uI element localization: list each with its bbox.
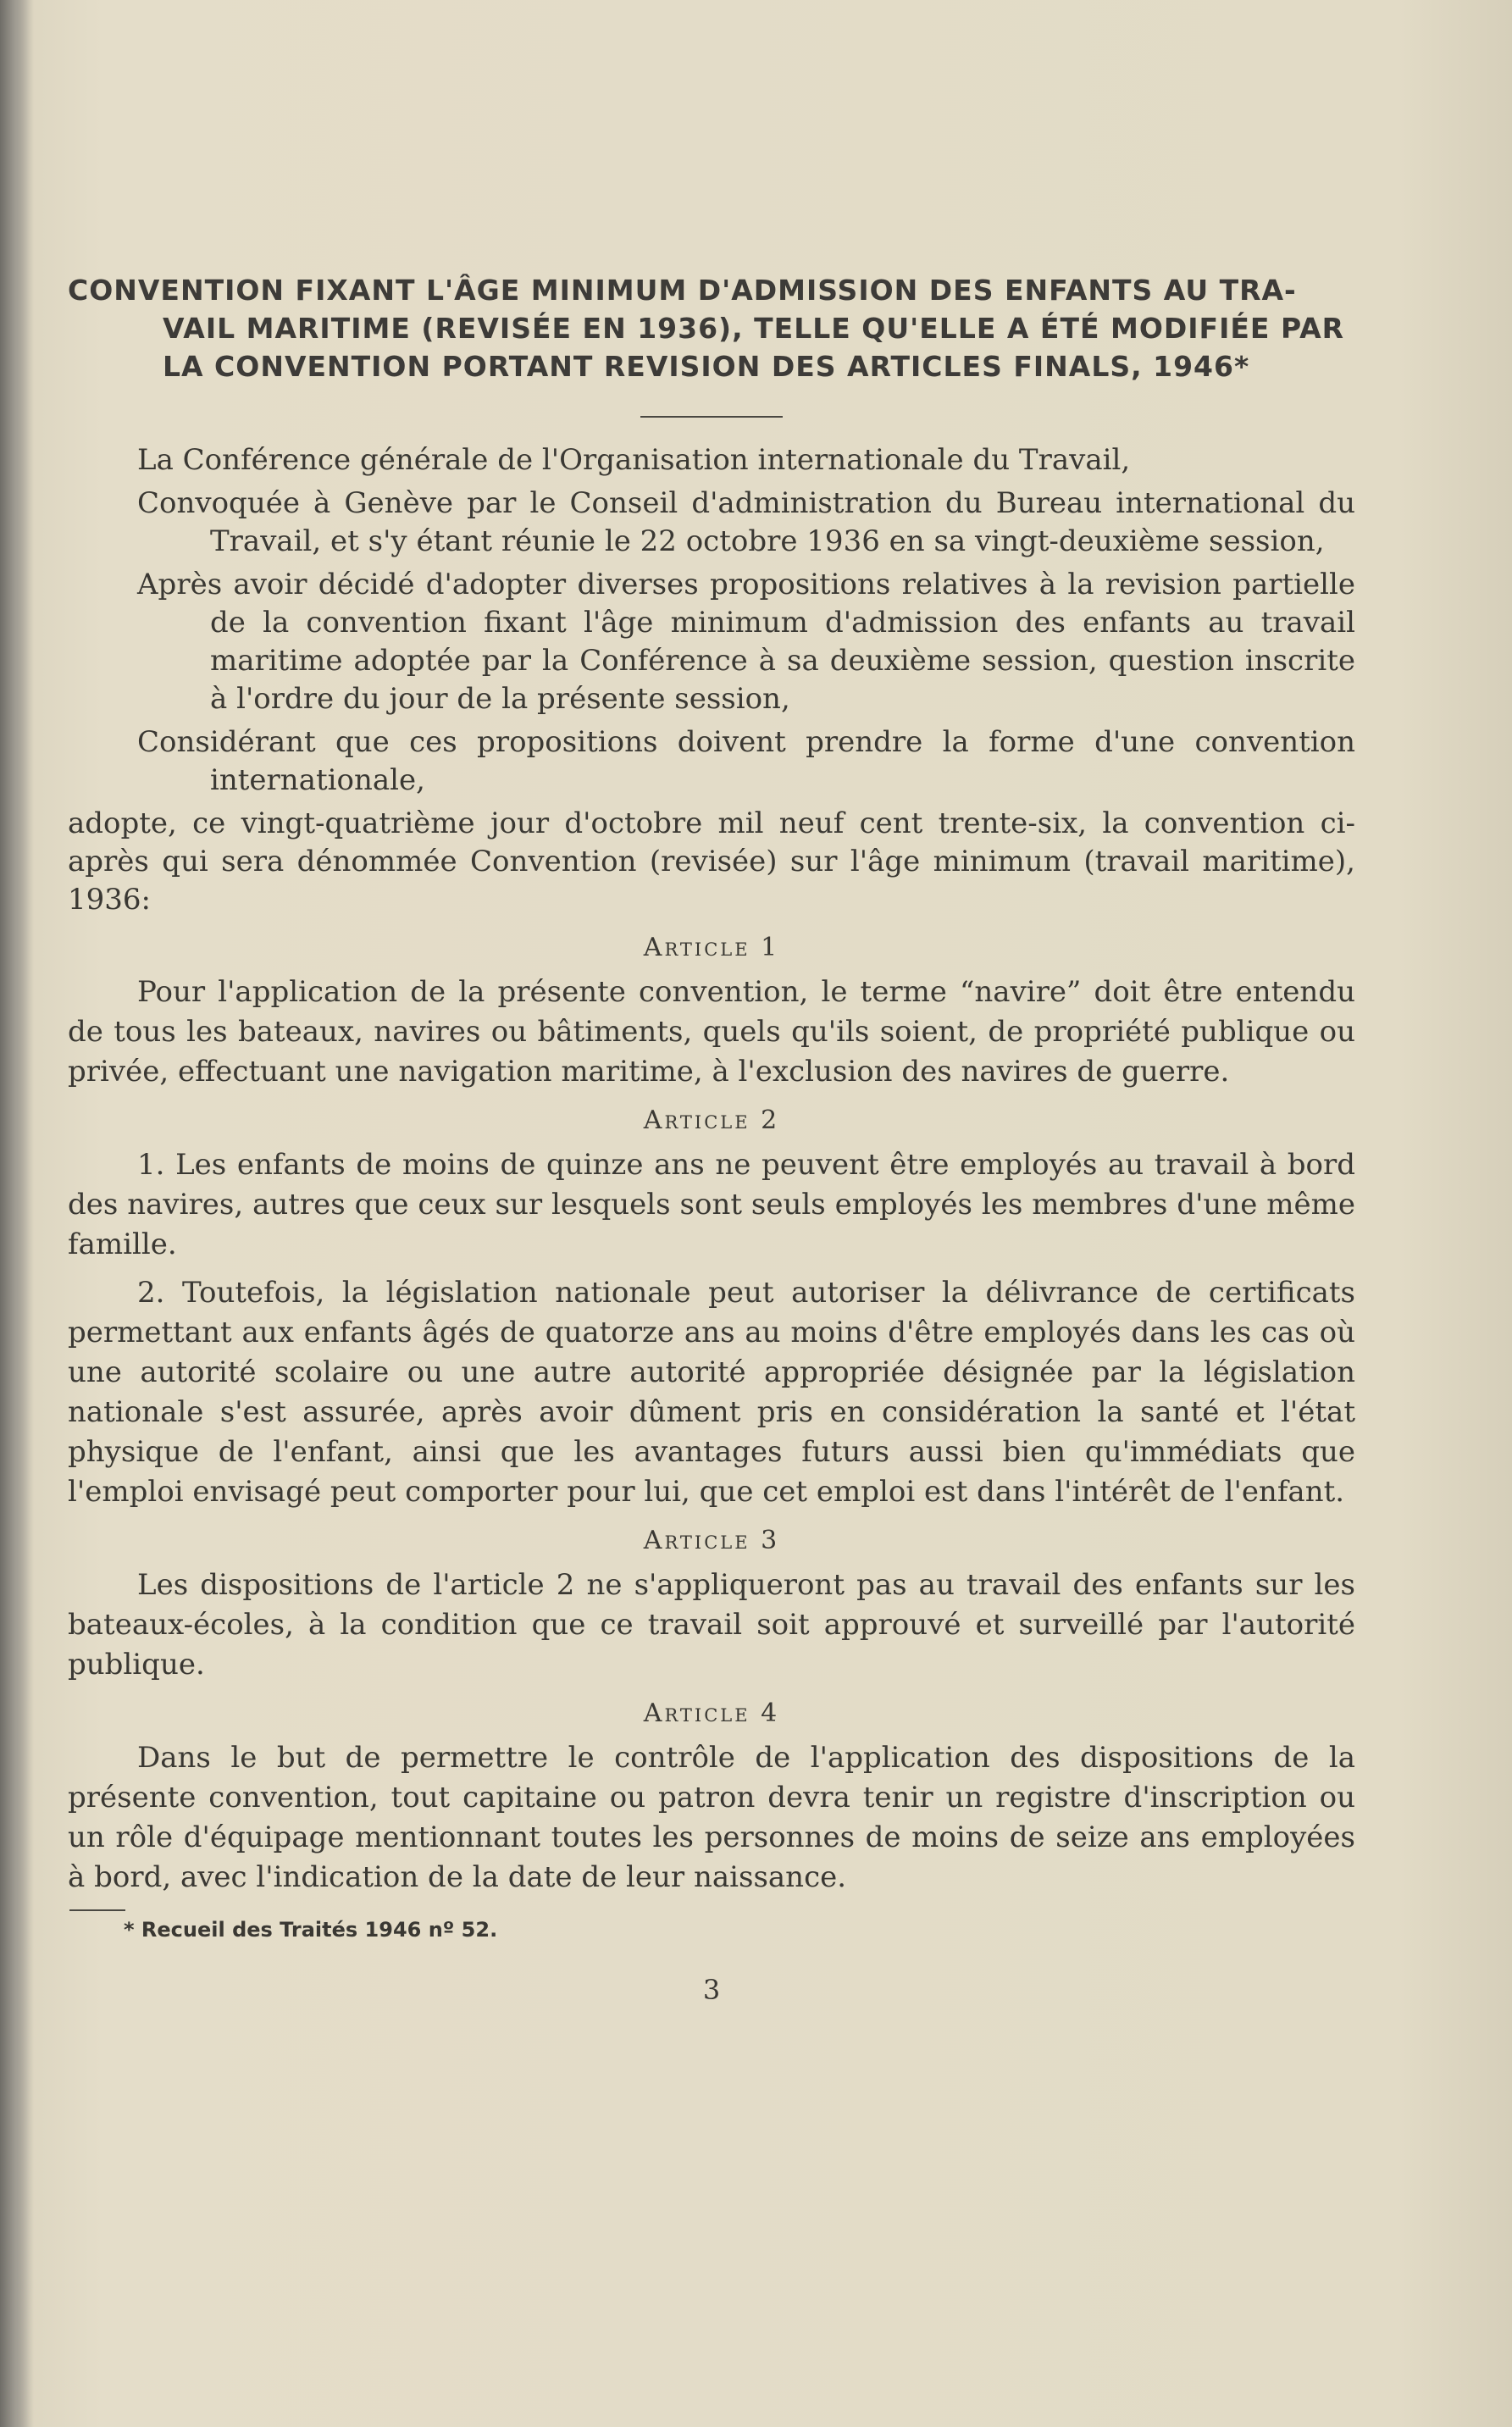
article-2-paragraph-1: 1. Les enfants de moins de quinze ans ne peuvent être employés au travail à bord des navires, autres que ceux sur lesquels sont seuls employés les membres d'une même famille. — [68, 1148, 1355, 1261]
article-2-heading: Article 2 — [643, 1105, 780, 1135]
title-line-1: CONVENTION FIXANT L'ÂGE MINIMUM D'ADMISSION DES ENFANTS AU TRA- — [68, 274, 1297, 307]
page-number: 3 — [702, 1974, 721, 2006]
adoption-clause: adopte, ce vingt-quatrième jour d'octobre mil neuf cent trente-six, la convention ci-après qui sera dénommée Convention (revisée) sur l'âge minimum (travail maritime), 1936: — [68, 806, 1355, 917]
footnote: * Recueil des Traités 1946 nº 52. — [124, 1918, 498, 1942]
article-1-text: Pour l'application de la présente convention, le terme “navire” doit être entendu de tous les bateaux, navires ou bâtiments, quels qu'ils soient, de propriété publique ou privée, effectuant une navigation maritime, à l'exclusion des navires de guerre. — [68, 975, 1355, 1089]
footnote-divider — [69, 1909, 125, 1911]
title-divider — [640, 416, 783, 418]
preamble-paragraph: La Conférence générale de l'Organisation internationale du Travail, — [137, 443, 1131, 477]
binding-shadow — [0, 0, 34, 2427]
article-4-heading: Article 4 — [643, 1698, 780, 1728]
article-1-heading: Article 1 — [643, 933, 780, 962]
article-2-paragraph-2: 2. Toutefois, la législation nationale peut autoriser la délivrance de certificats permettant aux enfants âgés de quatorze ans au moins d'être employés dans les cas où une autorité scolaire ou une autre autorité appropriée désignée par la législation nationale s'est assurée, après avoir dûment pris en considération la santé et l'état physique de l'enfant, ainsi que les avantages futurs aussi bien qu'immédiats que l'emploi envisagé peut comporter pour lui, que cet emploi est dans l'intérêt de l'enfant. — [68, 1276, 1355, 1509]
article-4-text: Dans le but de permettre le contrôle de l'application des dispositions de la présente convention, tout capitaine ou patron devra tenir un registre d'inscription ou un rôle d'équipage mentionnant toutes les personnes de moins de seize ans employées à bord, avec l'indication de la date de leur naissance. — [68, 1741, 1355, 1894]
article-3-heading: Article 3 — [643, 1526, 780, 1555]
title-line-3: LA CONVENTION PORTANT REVISION DES ARTICLES FINALS, 1946* — [163, 350, 1250, 383]
preamble-paragraph: Convoquée à Genève par le Conseil d'administration du Bureau international du Travail, et s'y étant réunie le 22 octobre 1936 en sa vingt-deuxième session, — [137, 486, 1355, 558]
document-title — [68, 271, 1355, 385]
preamble-paragraph: Considérant que ces propositions doivent prendre la forme d'une convention internationale, — [137, 725, 1355, 797]
title-line-2: VAIL MARITIME (REVISÉE EN 1936), TELLE QU'ELLE A ÉTÉ MODIFIÉE PAR — [163, 312, 1345, 345]
article-3-text: Les dispositions de l'article 2 ne s'appliqueront pas au travail des enfants sur les bateaux-écoles, à la condition que ce travail soit approuvé et surveillé par l'autorité publique. — [68, 1568, 1355, 1682]
page-content — [68, 271, 1355, 2006]
preamble-paragraph: Après avoir décidé d'adopter diverses propositions relatives à la revision partielle de la convention fixant l'âge minimum d'admission des enfants au travail maritime adoptée par la Conférence à sa deuxième session, question inscrite à l'ordre du jour de la présente session, — [137, 568, 1355, 716]
